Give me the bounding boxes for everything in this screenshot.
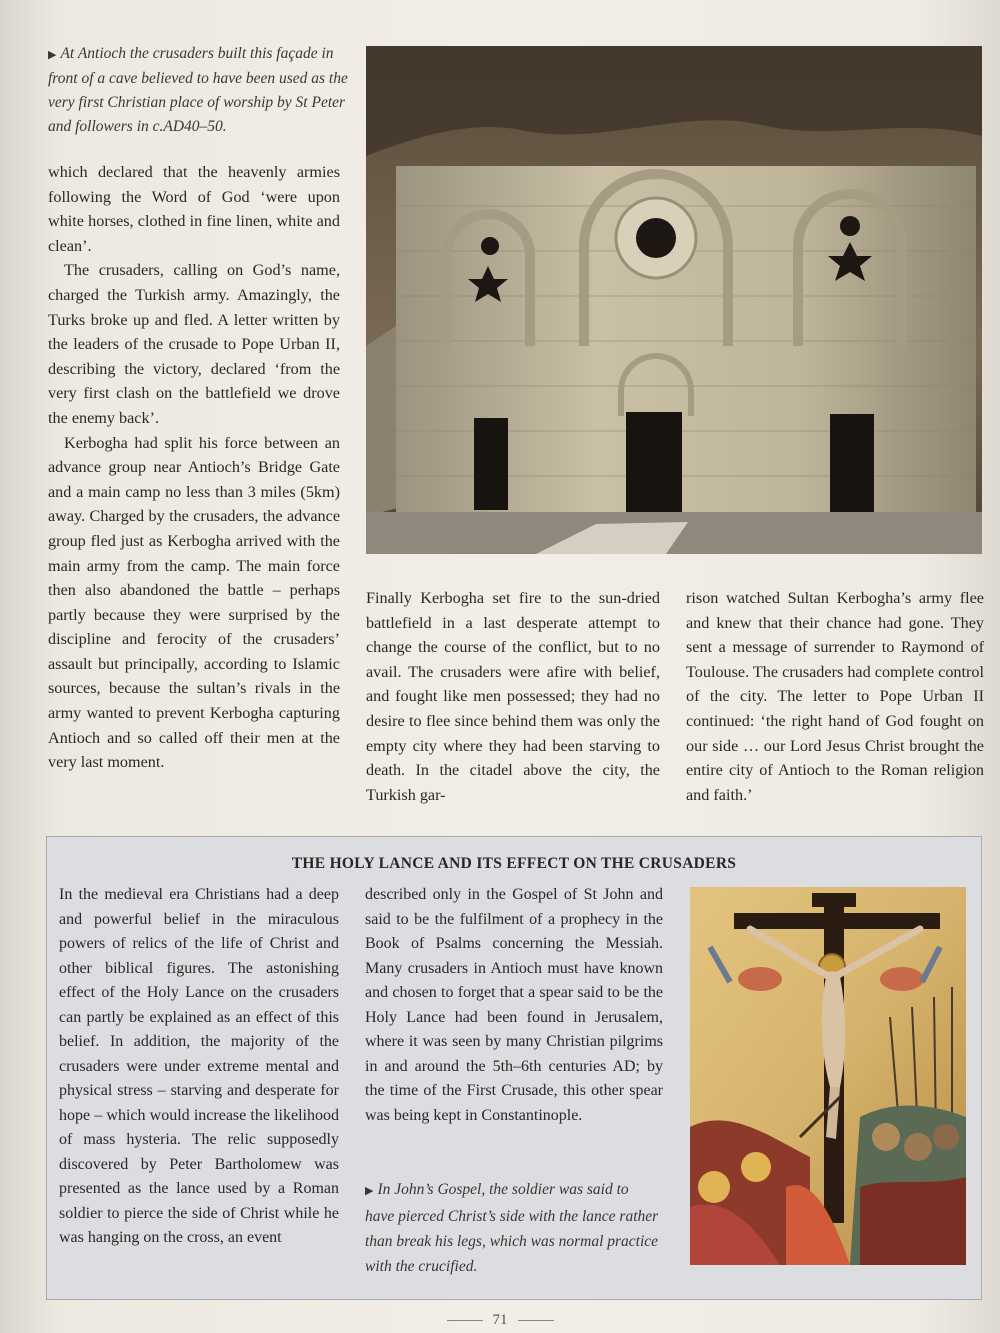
sidebar-column-2 [365,883,663,1128]
body-column-1 [48,160,340,775]
folio-rule-right [518,1320,554,1321]
facade-caption-text: At Antioch the crusaders built this façade in front of a cave believed to have been used as the very first Christian place of worship by St Peter and followers in c.AD40–50. [48,45,348,135]
painting-caption [365,1177,661,1279]
folio-rule-left [447,1320,483,1321]
paragraph: Kerbogha had split his force between an advance group near Antioch’s Bridge Gate and a main camp no less than 3 miles (5km) away. Charged by the crusaders, the advance group fled just as Kerbogha arrived with the main army from the camp. The main force then also abandoned the battle – perhaps partly because they were surprised by the discipline and ferocity of the crusaders’ assault but principally, according to Islamic sources, because the sultan’s rivals in the army wanted to prevent Kerbogha capturing Antioch and so called off their men at the very last moment. [48,433,340,772]
sidebar-title: THE HOLY LANCE AND ITS EFFECT ON THE CRUSADERS [291,855,737,872]
caption-arrow-icon: ▶ [365,1185,374,1197]
paragraph: In the medieval era Christians had a deep and powerful belief in the miraculous powers of relics of the life of Christ and other biblical figures. The astonishing effect of the Holy Lance on the crusaders can partly be explained as an effect of this belief. In addition, the majority of the crusaders were under extreme mental and physical stress – starving and desperate for hope – which would increase the likelihood of mass hysteria. The relic supposedly discovered by Peter Bartholomew was presented as the lance used by a Roman soldier to pierce the side of Christ while he was hanging on the cross, an event [59,886,339,1246]
body-column-3 [686,586,984,807]
page-number-text: 71 [492,1312,508,1328]
holy-lance-sidebar [46,836,982,1300]
crucifixion-painting [690,887,966,1265]
paragraph: rison watched Sultan Kerbogha’s army flee and knew that their chance had gone. They sent a message of surrender to Raymond of Toulouse. The crusaders had complete control of the city. The letter to Pope Urban II continued: ‘the right hand of God fought on our side … our Lord Jesus Christ brought the entire city of Antioch to the Roman religion and faith.’ [686,589,984,804]
facade-photo-caption [48,42,348,139]
paragraph: Finally Kerbogha set fire to the sun-dried battlefield in a last desperate attempt to change the course of the conflict, but to no avail. The crusaders were afire with belief, and fought like men possessed; they had no desire to flee since behind them was only the empty city where they had been starving to death. In the citadel above the city, the Turkish gar- [366,589,660,804]
church-facade-photo [366,46,982,554]
paragraph: which declared that the heavenly armies following the Word of God ‘were upon white horses, clothed in fine linen, white and clean’. [48,163,340,255]
page-number [0,1312,1000,1329]
painting-caption-text: In John’s Gospel, the soldier was said to have pierced Christ’s side with the lance rather than break his legs, which was normal practice with the crucified. [365,1181,659,1275]
caption-arrow-icon: ▶ [48,49,57,61]
body-column-2 [366,586,660,807]
sidebar-column-1 [59,883,339,1251]
paragraph: The crusaders, calling on God’s name, charged the Turkish army. Amazingly, the Turks broke up and fled. A letter written by the leaders of the crusade to Pope Urban II, describing the victory, declared ‘from the very first clash on the battlefield we drove the enemy back’. [48,261,340,427]
paragraph: described only in the Gospel of St John and said to be the fulfilment of a prophecy in the Book of Psalms concerning the Messiah. Many crusaders in Antioch must have known and chosen to forget that a spear said to be the Holy Lance had been found in Jerusalem, where it was seen by many Christian pilgrims in and around the 5th–6th centuries AD; by the time of the First Crusade, this other spear was being kept in Constantinople. [365,886,663,1124]
